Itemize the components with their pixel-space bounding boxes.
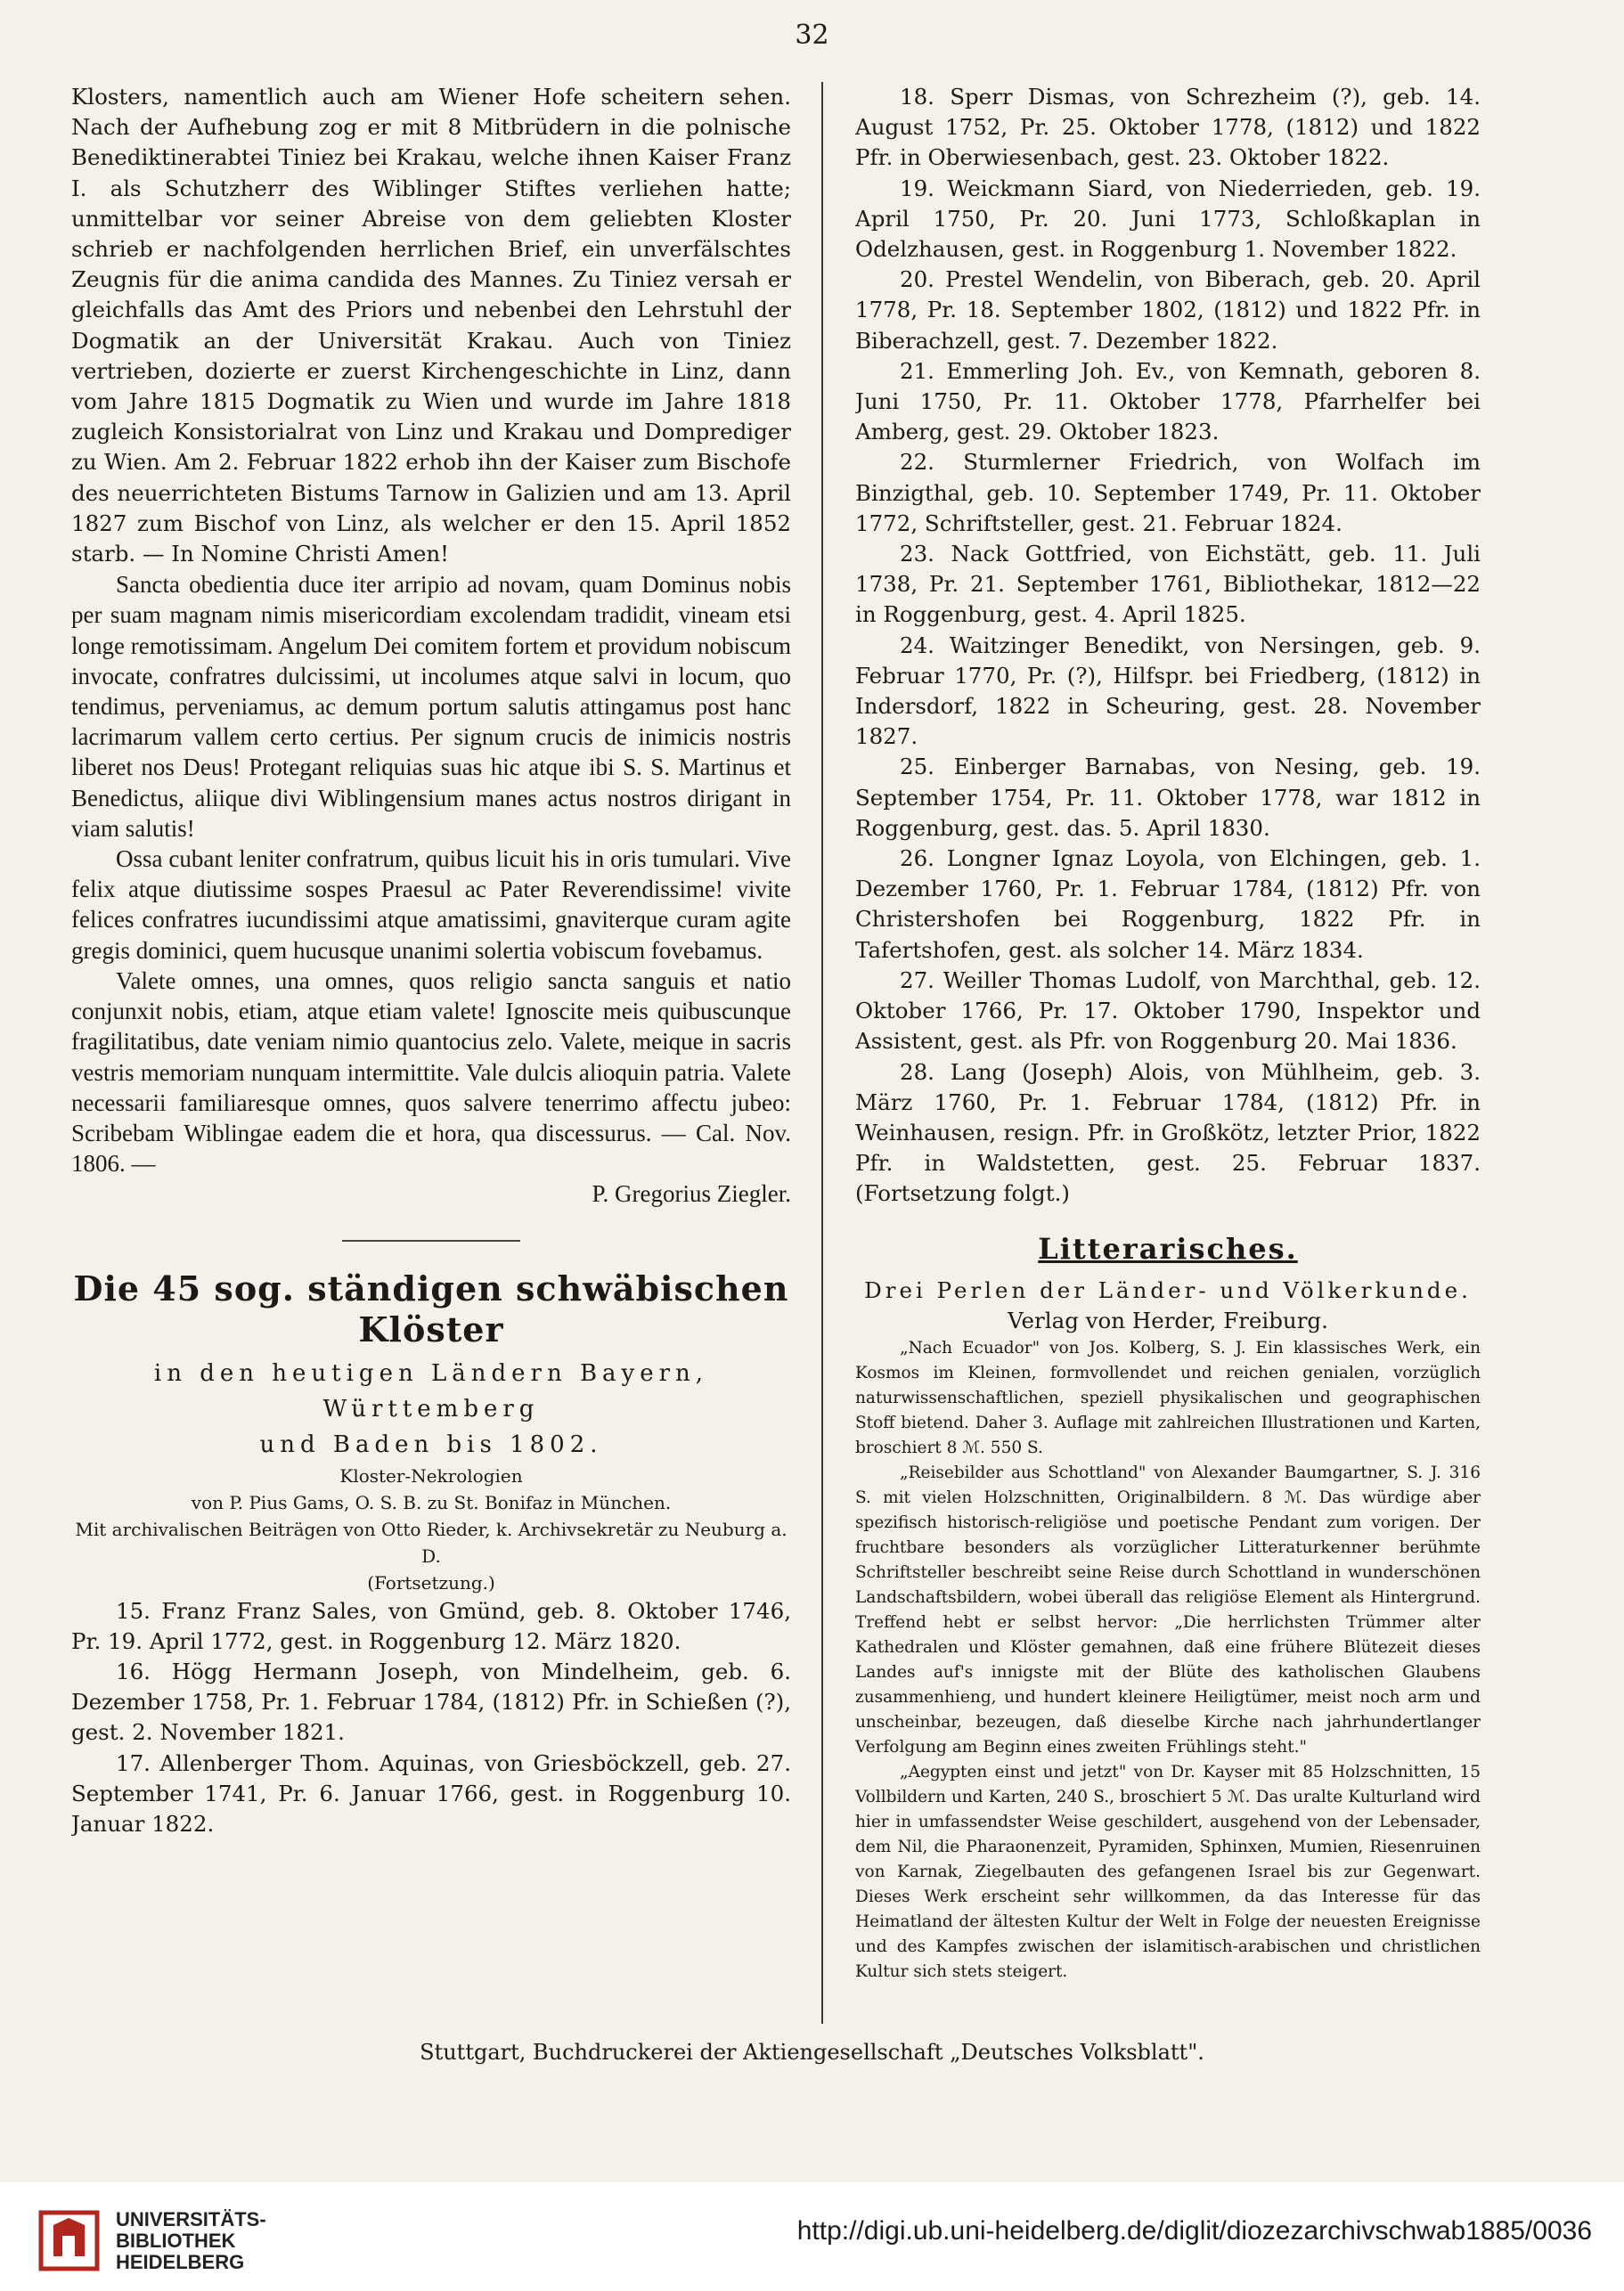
library-name xyxy=(116,2209,266,2273)
section-subtitle-1: in den heutigen Ländern Bayern, Württemberg xyxy=(153,1359,709,1423)
section-title: Die 45 sog. ständigen schwäbischen Klöster xyxy=(73,1268,789,1349)
necrology-entry: 15. Franz Franz Sales, von Gmünd, geb. 8. Oktober 1746, Pr. 19. April 1772, gest. in Roggenburg 12. März 1820. xyxy=(71,1597,791,1654)
necrology-entry: 27. Weiller Thomas Ludolf, von Marchthal, geb. 12. Oktober 1766, Pr. 17. Oktober 1790, Inspektor und Assistent, gest. als Pfr. von Roggenburg 20. Mai 1836. xyxy=(855,966,1481,1055)
necrology-entry: 22. Sturmlerner Friedrich, von Wolfach im Binzigthal, geb. 10. September 1749, Pr. 11. Oktober 1772, Schriftsteller, gest. 21. Februar 1824. xyxy=(855,449,1481,536)
section-contributors: Mit archivalischen Beiträgen von Otto Rieder, k. Archivsekretär zu Neuburg a. D. xyxy=(75,1518,788,1567)
literature-title: Litterarisches. xyxy=(1038,1231,1298,1266)
section-divider xyxy=(342,1240,520,1242)
page-number: 32 xyxy=(795,20,829,51)
necrology-entry: 17. Allenberger Thom. Aquinas, von Griesböckzell, geb. 27. September 1741, Pr. 6. Januar 1766, gest. in Roggenburg 10. Januar 1822. xyxy=(71,1749,791,1837)
necrology-entry: 19. Weickmann Siard, von Niederrieden, geb. 19. April 1750, Pr. 20. Juni 1773, Schloßkaplan in Odelzhausen, gest. in Roggenburg 1. November 1822. xyxy=(855,175,1481,263)
literature-item: „Aegypten einst und jetzt" von Dr. Kayser mit 85 Holzschnitten, 15 Vollbildern und Karten, 240 S., broschiert 5 ℳ. Das uralte Kulturland wird hier in umfassendster Weise geschildert, ausgehend von der Lebensader, dem Nil, die Pharaonenzeit, Pyramiden, Sphinxen, Mumien, Riesenruinen von Karnak, Ziegelbauten des gefangenen Israel bis zur Gegenwart. Dieses Werk erscheint sehr willkommen, da das Interesse für das Heimatland der ältesten Kultur der Welt in Folge der neuesten Ereignisse und des Kampfes zwischen der islamitisch-arabischen und christlichen Kultur sich stets steigert. xyxy=(855,1762,1481,1981)
continuation-note: (Fortsetzung.) xyxy=(367,1571,495,1594)
necrology-entry: 18. Sperr Dismas, von Schrezheim (?), geb. 14. August 1752, Pr. 25. Oktober 1778, (1812) und 1822 Pfr. in Oberwiesenbach, gest. 23. Oktober 1822. xyxy=(855,84,1481,171)
necrology-entry: 21. Emmerling Joh. Ev., von Kemnath, geboren 8. Juni 1750, Pr. 11. Oktober 1778, Pfarrhelfer bei Amberg, gest. 29. Oktober 1823. xyxy=(855,357,1481,445)
necrology-entry: 28. Lang (Joseph) Alois, von Mühlheim, geb. 3. März 1760, Pr. 1. Februar 1784, (1812) Pfr. in Weinhausen, resign. Pfr. in Großkötz, letzter Prior, 1822 Pfr. in Waldstetten, gest. 25. Februar 1837. (Fortsetzung folgt.) xyxy=(855,1058,1481,1207)
necrology-entry: 25. Einberger Barnabas, von Nesing, geb. 19. September 1754, Pr. 11. Oktober 1778, war 1812 in Roggenburg, gest. das. 5. April 1830. xyxy=(855,754,1481,841)
source-url[interactable]: http://digi.ub.uni-heidelberg.de/diglit/diozezarchivschwab1885/0036 xyxy=(796,2216,1592,2246)
library-logo-icon xyxy=(36,2207,102,2274)
latin-paragraph-1: Sancta obedientia duce iter arripio ad novam, quam Dominus nobis per suam magnam nimis misericordiam excolendam tradidit, vineam etsi longe remotissimam. Angelum Dei comitem fortem et providum nobiscum invocate, confratres dulcissimi, ut incolumes atque salvi in locum, quo tendimus, perveniamus, ac demum portum salutis attingamus post hanc lacrimarum vallem certo certius. Per signum crucis de inimicis nostris liberet nos Deus! Protegant reliquias suas hic atque ibi S. S. Martinus et Benedictus, aliique divi Wiblingensium manes actus nostros dirigant in viam salutis! xyxy=(71,571,791,842)
column-rule xyxy=(821,82,823,2024)
printer-footer: Stuttgart, Buchdruckerei der Aktiengesellschaft „Deutsches Volksblatt". xyxy=(420,2040,1204,2065)
necrology-entry: 16. Högg Hermann Joseph, von Mindelheim, geb. 6. Dezember 1758, Pr. 1. Februar 1784, (1812) Pfr. in Schießen (?), gest. 2. November 1821. xyxy=(71,1658,791,1746)
necrology-entry: 23. Nack Gottfried, von Eichstätt, geb. 11. Juli 1738, Pr. 21. September 1761, Bibliothekar, 1812—22 in Roggenburg, gest. 4. April 1825. xyxy=(855,541,1481,628)
library-name-line: UNIVERSITÄTS- xyxy=(116,2208,266,2230)
necrology-entry: 26. Longner Ignaz Loyola, von Elchingen, geb. 1. Dezember 1760, Pr. 1. Februar 1784, (1812) Pfr. von Christershofen bei Roggenburg, 1822 Pfr. in Tafertshofen, gest. als solcher 14. März 1834. xyxy=(855,845,1481,963)
section-author: von P. Pius Gams, O. S. B. zu St. Bonifaz in München. xyxy=(191,1491,672,1513)
left-column xyxy=(71,82,791,2010)
intro-paragraph: Klosters, namentlich auch am Wiener Hofe scheitern sehen. Nach der Aufhebung zog er mit 8 Mitbrüdern in die polnische Benediktinerabtei Tiniez bei Krakau, welche ihnen Kaiser Franz I. als Schutzherr des Wiblinger Stiftes verliehen hatte; unmittelbar vor seiner Abreise von dem geliebten Kloster schrieb er nachfolgenden herrlichen Brief, ein unverfälschtes Zeugnis für die anima candida des Mannes. Zu Tiniez versah er gleichfalls das Amt des Priors und nebenbei den Lehrstuhl der Dogmatik an der Universität Krakau. Auch von Tiniez vertrieben, dozierte er zuerst Kirchengeschichte in Linz, dann vom Jahre 1815 Dogmatik zu Wien und wurde im Jahre 1818 zugleich Konsistorialrat von Linz und Krakau und Domprediger zu Wien. Am 2. Februar 1822 erhob ihn der Kaiser zum Bischofe des neuerrichteten Bistums Tarnow in Galizien und am 13. April 1827 zum Bischof von Linz, als welcher er den 15. April 1852 starb. — In Nomine Christi Amen! xyxy=(71,84,791,567)
library-name-line: HEIDELBERG xyxy=(116,2251,245,2273)
necrology-entry: 24. Waitzinger Benedikt, von Nersingen, geb. 9. Februar 1770, Pr. (?), Hilfspr. bei Friedberg, (1812) in Indersdorf, 1822 in Scheuring, gest. 28. November 1827. xyxy=(855,632,1481,750)
necrology-entry: 20. Prestel Wendelin, von Biberach, geb. 20. April 1778, Pr. 18. September 1802, (1812) und 1822 Pfr. in Biberachzell, gest. 7. Dezember 1822. xyxy=(855,266,1481,354)
literature-item: „Reisebilder aus Schottland" von Alexander Baumgartner, S. J. 316 S. mit vielen Holzschnitten, Originalbildern. 8 ℳ. Das würdige aber spezifisch historisch-religiöse und poetische Pendant zum vorigen. Der fruchtbare besonders als vorzüglicher Litteraturkenner berühmte Schriftsteller beschreibt seine Reise durch Schottland in wunderschönen Landschaftsbildern, wobei überall das religiöse Element als Hintergrund. Treffend hebt er selbst hervor: „Die herrlichsten Trümmer alter Kathedralen und Klöster gemahnen, daß eine frühere Blütezeit dieses Landes auf's innigste mit der Blüte des katholischen Glaubens zusammenhieng, und hundert kleinere Heiligtümer, meist noch arm und unscheinbar, bezeugen, daß dieselbe Kirche nach jahrhundertlanger Verfolgung am Beginn eines zweiten Frühlings steht." xyxy=(855,1463,1481,1757)
signature: P. Gregorius Ziegler. xyxy=(592,1180,791,1208)
section-subtitle-3: Kloster-Nekrologien xyxy=(339,1464,523,1487)
literature-subtitle: Drei Perlen der Länder- und Völkerkunde. xyxy=(864,1276,1472,1303)
latin-paragraph-2: Ossa cubant leniter confratrum, quibus licuit his in oris tumulari. Vive felix atque diutissime sospes Praesul ac Pater Reverendissime! vivite felices confratres iucundissimi atque amatissimi, gnaviterque curam agite gregis dominici, quem hucusque unanimi solertia vobiscum fovebamus. xyxy=(71,845,791,964)
section-subtitle-2: und Baden bis 1802. xyxy=(259,1431,603,1458)
latin-paragraph-3: Valete omnes, una omnes, quos religio sancta sanguis et natio conjunxit nobis, etiam, atque etiam valete! Ignoscite meis quibuscunque fragilitatibus, date veniam nimio quantocius zelo. Valete, meique in sacris vestris memoriam nunquam intermittite. Vale dulcis alioquin patria. Valete necessarii familiaresque omnes, quos salvere tenerrimo affectu jubeo: Scribebam Wiblingae eadem die et hora, qua discessurus. — Cal. Nov. 1806. — xyxy=(71,966,791,1178)
right-column xyxy=(855,82,1481,2010)
library-name-line: BIBLIOTHEK xyxy=(116,2230,236,2252)
literature-item: „Nach Ecuador" von Jos. Kolberg, S. J. Ein klassisches Werk, ein Kosmos im Kleinen, formvollendet und reichen genialen, vorzüglich naturwissenschaftlichen, speziell physikalischen und geographischen Stoff bietend. Daher 3. Auflage mit zahlreichen Illustrationen und Karten, broschiert 8 ℳ. 550 S. xyxy=(855,1338,1481,1457)
literature-publisher: Verlag von Herder, Freiburg. xyxy=(1008,1307,1328,1333)
